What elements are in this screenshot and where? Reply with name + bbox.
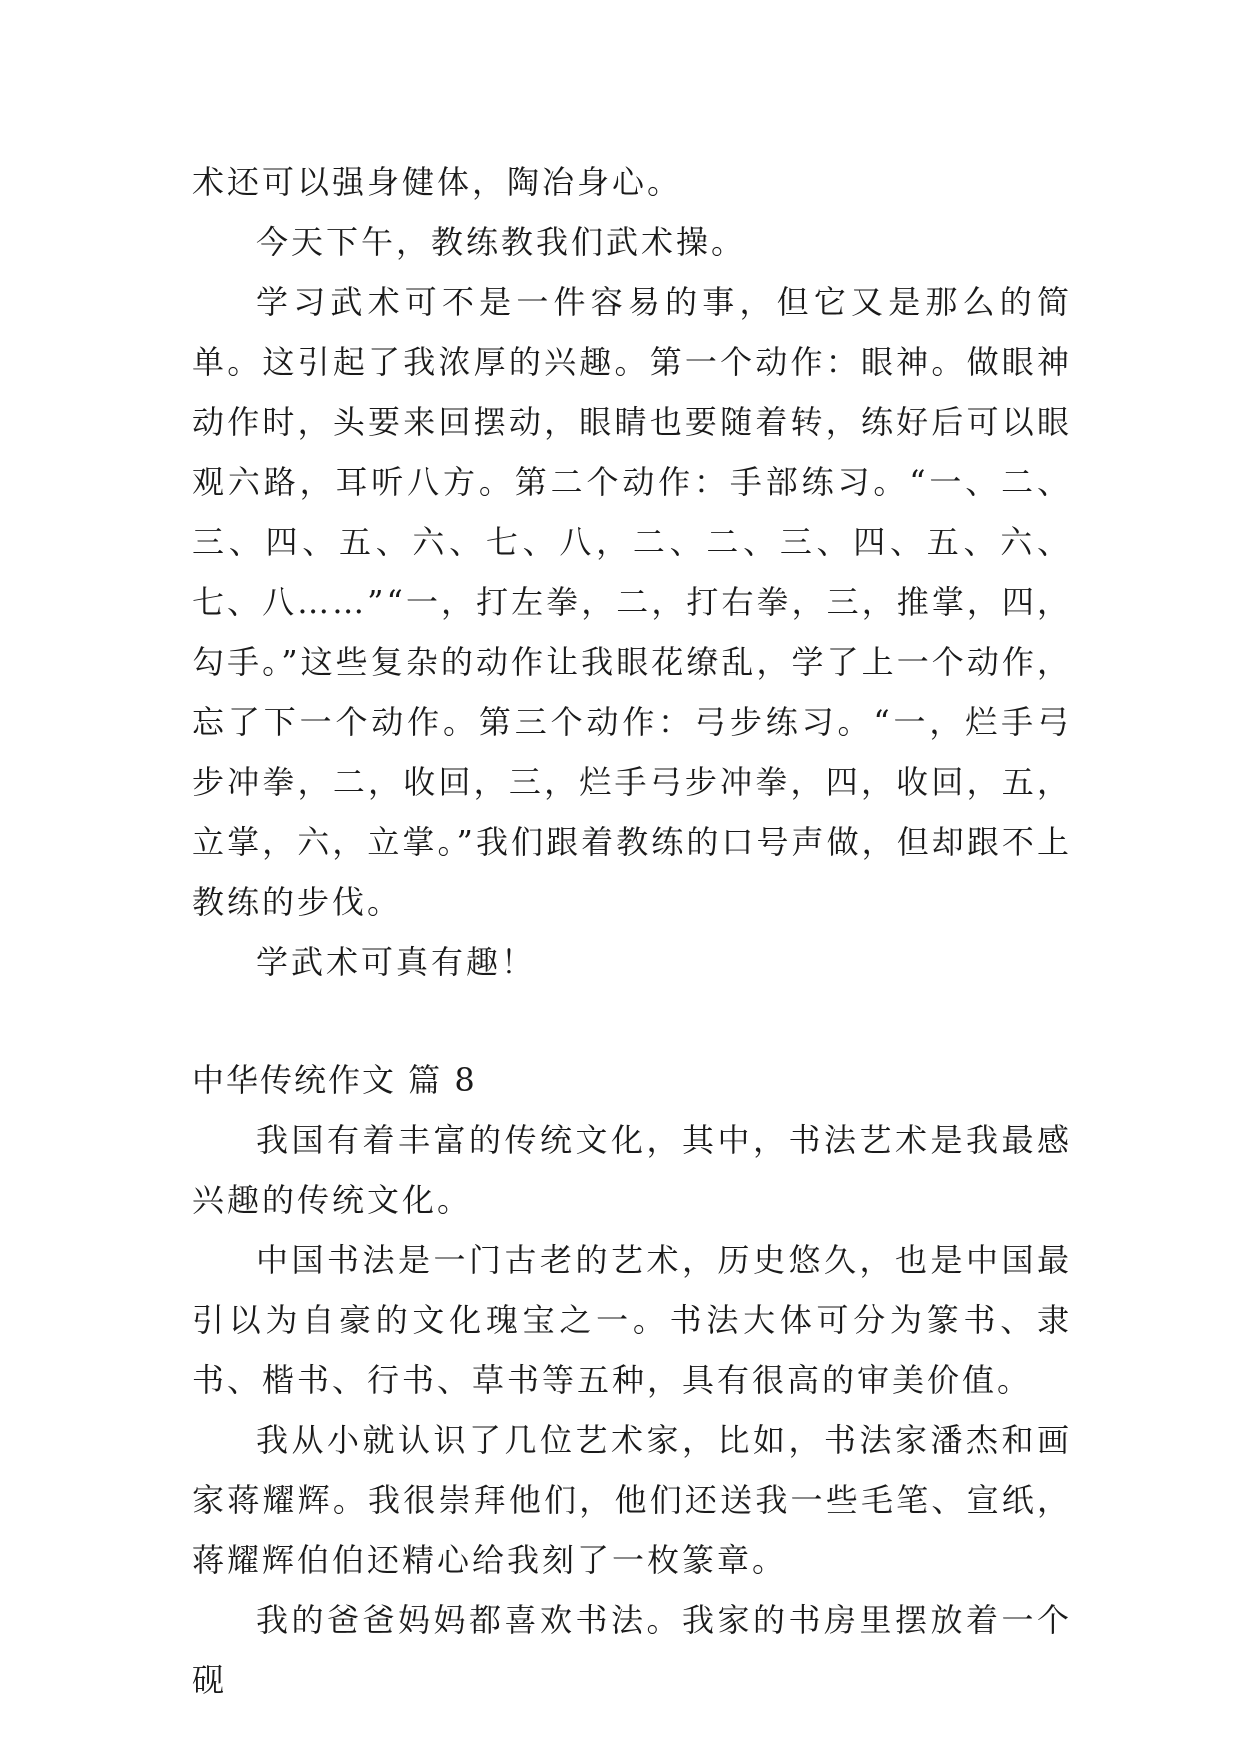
- paragraph: 今天下午，教练教我们武术操。: [256, 223, 747, 261]
- paragraph: 我的爸爸妈妈都喜欢书法。我家的书房里摆放着一个砚: [192, 1601, 1072, 1699]
- paragraph: 我国有着丰富的传统文化，其中，书法艺术是我最感兴趣的传统文化。: [192, 1121, 1072, 1219]
- paragraph: 学习武术可不是一件容易的事，但它又是那么的简单。这引起了我浓厚的兴趣。第一个动作：眼神。做眼神动作时，头要来回摆动，眼睛也要随着转，练好后可以眼观六路，耳听八方。第二个动作：手部练习。“一、二、三、四、五、六、七、八，二、二、三、四、五、六、七、八……”“一，打左拳，二，打右拳，三，推掌，四，勾手。”这些复杂的动作让我眼花缭乱，学了上一个动作，忘了下一个动作。第三个动作：弓步练习。“一，烂手弓步冲拳，二，收回，三，烂手弓步冲拳，四，收回，五，立掌，六，立掌。”我们跟着教练的口号声做，但却跟不上教练的步伐。: [192, 283, 1072, 921]
- section-gap: [192, 992, 1072, 1050]
- paragraph: 学武术可真有趣！: [256, 943, 537, 981]
- section-heading: 中华传统作文 篇 8: [192, 1061, 477, 1099]
- paragraph: 我从小就认识了几位艺术家，比如，书法家潘杰和画家蒋耀辉。我很崇拜他们，他们还送我一些毛笔、宣纸，蒋耀辉伯伯还精心给我刻了一枚篆章。: [192, 1421, 1072, 1579]
- paragraph: 中国书法是一门古老的艺术，历史悠久，也是中国最引以为自豪的文化瑰宝之一。书法大体可分为篆书、隶书、楷书、行书、草书等五种，具有很高的审美价值。: [192, 1241, 1072, 1399]
- document-page: [192, 152, 1072, 1710]
- paragraph-continued: 术还可以强身健体，陶冶身心。: [192, 163, 683, 201]
